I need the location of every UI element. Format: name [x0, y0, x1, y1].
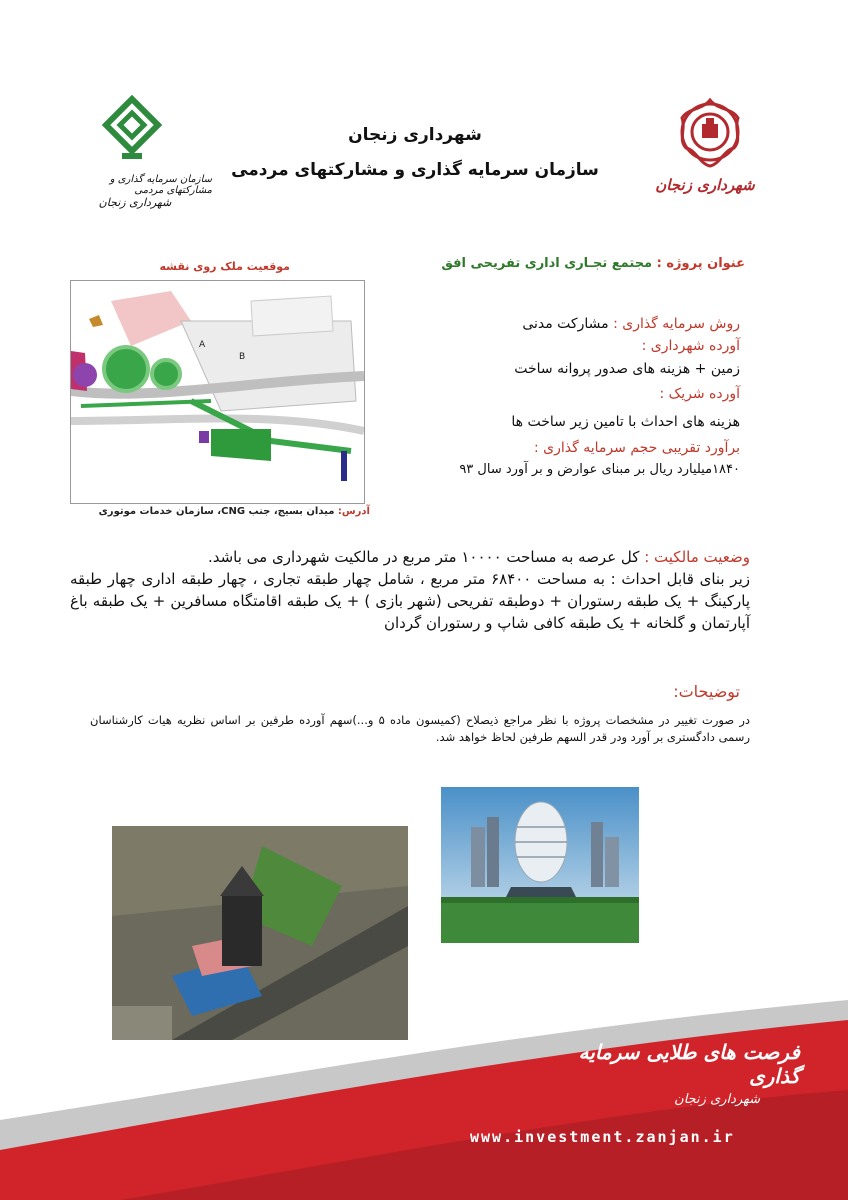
project-title	[400, 256, 745, 271]
address	[60, 506, 370, 517]
footer-slogan	[560, 1040, 800, 1120]
investment-estimate-label: برآورد تقریبی حجم سرمایه گذاری :	[534, 440, 740, 456]
map-green-field	[211, 429, 271, 461]
right-logo-caption: شهرداری زنجان	[655, 176, 755, 194]
location-map	[70, 280, 365, 504]
footer-slogan-line1: فرصت های طلایی سرمایه گذاری	[578, 1040, 800, 1088]
project-title-value: مجتمع تجـاری اداری تفریحی افق	[441, 256, 653, 271]
build-area-text: زیر بنای قابل احداث : به مساحت ۶۸۴۰۰ متر مربع ، شامل چهار طبقه تجاری ، چهار طبقه اداری چهار طبقه پارکینگ + یک طبقه رستوران + دوطبقه تفریحی (شهر بازی ) + یک طبقه اقامتگاه مسافرین + یک طبقه باغ آپارتمان و گلخانه + یک طبقه کافی شاپ و رستوران گردان	[70, 570, 750, 632]
left-logo-caption-2: شهرداری زنجان	[98, 196, 172, 209]
building-render	[441, 787, 639, 943]
ownership-line	[70, 546, 750, 568]
page-subtitle: سازمان سرمایه گذاری و مشارکتهای مردمی	[231, 160, 599, 180]
ownership-label: وضعیت مالکیت :	[644, 548, 750, 566]
ownership-value: کل عرصه به مساحت ۱۰۰۰۰ متر مربع در مالکیت شهرداری می باشد.	[207, 548, 640, 566]
map-roundabout-2	[152, 360, 180, 388]
partner-contribution-value: هزینه های احداث با تامین زیر ساخت ها	[511, 414, 740, 430]
map-label-b: B	[239, 352, 246, 362]
map-drawing	[71, 281, 364, 503]
footer-slogan-line2: شهرداری زنجان	[674, 1092, 760, 1107]
investment-estimate-value: ۱۸۴۰میلیارد ریال بر مبنای عوارض و بر آورد سال ۹۳	[459, 462, 740, 477]
address-label: آدرس:	[337, 506, 370, 517]
project-title-label: عنوان پروژه :	[656, 256, 745, 271]
investment-organization-logo	[100, 95, 164, 165]
notes-heading: توضیحات:	[673, 682, 740, 701]
municipality-logo	[674, 96, 746, 174]
page-title: شهرداری زنجان	[348, 125, 482, 145]
ownership-section	[70, 546, 750, 634]
municipality-contribution-value: زمین + هزینه های صدور پروانه ساخت	[514, 361, 740, 377]
map-purple-marker	[199, 431, 209, 443]
map-roundabout-1	[104, 347, 148, 391]
map-label-a: A	[199, 340, 206, 350]
website-link[interactable]: www.investment.zanjan.ir	[470, 1128, 735, 1146]
investment-method-value: مشارکت مدنی	[522, 316, 609, 332]
investment-method-label: روش سرمایه گذاری :	[613, 316, 740, 332]
map-caption: موقعیت ملک روی نقشه	[159, 260, 290, 273]
investment-method	[395, 316, 740, 332]
notes-text: در صورت تغییر در مشخصات پروژه با نظر مراجع ذیصلاح (کمیسون ماده ۵ و...)سهم آورده طرفین بر اساس نظریه هیات کارشناسان رسمی دادگستری بر آورد ودر قدر السهم طرفین لحاظ خواهد شد.	[90, 713, 750, 744]
partner-contribution-label: آورده شریک :	[659, 386, 740, 402]
municipality-contribution-label: آورده شهرداری :	[641, 338, 740, 354]
left-logo-caption: سازمان سرمایه گذاری و مشارکتهای مردمی	[109, 174, 212, 196]
address-value: میدان بسیج، جنب CNG، سازمان خدمات موتوری	[98, 506, 335, 517]
